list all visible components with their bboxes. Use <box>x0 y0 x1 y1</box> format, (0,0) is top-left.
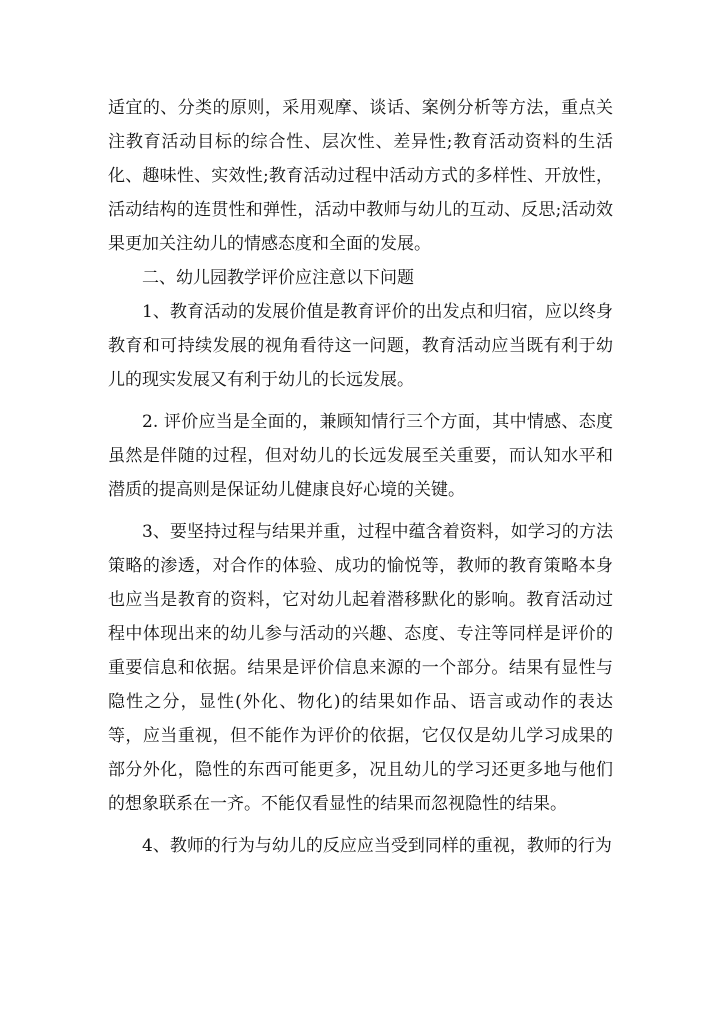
paragraph-item-4: 4、教师的行为与幼儿的反应应当受到同样的重视，教师的行为 <box>142 836 612 856</box>
paragraph-item-1: 1、教育活动的发展价值是教育评价的出发点和归宿，应以终身教育和可持续发展的视角看待这一问题，教育活动应当既有利于幼儿的现实发展又有利于幼儿的长远发展。 <box>108 302 613 390</box>
document-body <box>108 91 613 863</box>
paragraph-item-3: 3、要坚持过程与结果并重，过程中蕴含着资料，如学习的方法策略的渗透，对合作的体验、成功的愉悦等，教师的教育策略本身也应当是教育的资料，它对幼儿起着潜移默化的影响。教育活动过程中体现出来的幼儿参与活动的兴趣、态度、专注等同样是评价的重要信息和依据。结果是评价信息来源的一个部分。结果有显性与隐性之分，显性(外化、物化)的结果如作品、语言或动作的表达等，应当重视，但不能作为评价的依据，它仅仅是幼儿学习成果的部分外化，隐性的东西可能更多，况且幼儿的学习还更多地与他们的想象联系在一齐。不能仅看显性的结果而忽视隐性的结果。 <box>108 522 613 814</box>
paragraph-item-2: 2. 评价应当是全面的，兼顾知情行三个方面，其中情感、态度虽然是伴随的过程，但对幼儿的长远发展至关重要，而认知水平和潜质的提高则是保证幼儿健康良好心境的关键。 <box>108 412 613 500</box>
paragraph-continuation: 适宜的、分类的原则，采用观摩、谈话、案例分析等方法，重点关注教育活动目标的综合性、层次性、差异性;教育活动资料的生活化、趣味性、实效性;教育活动过程中活动方式的多样性、开放性，活动结构的连贯性和弹性，活动中教师与幼儿的互动、反思;活动效果更加关注幼儿的情感态度和全面的发展。 <box>108 98 613 254</box>
section-heading: 二、幼儿园教学评价应注意以下问题 <box>142 268 414 288</box>
